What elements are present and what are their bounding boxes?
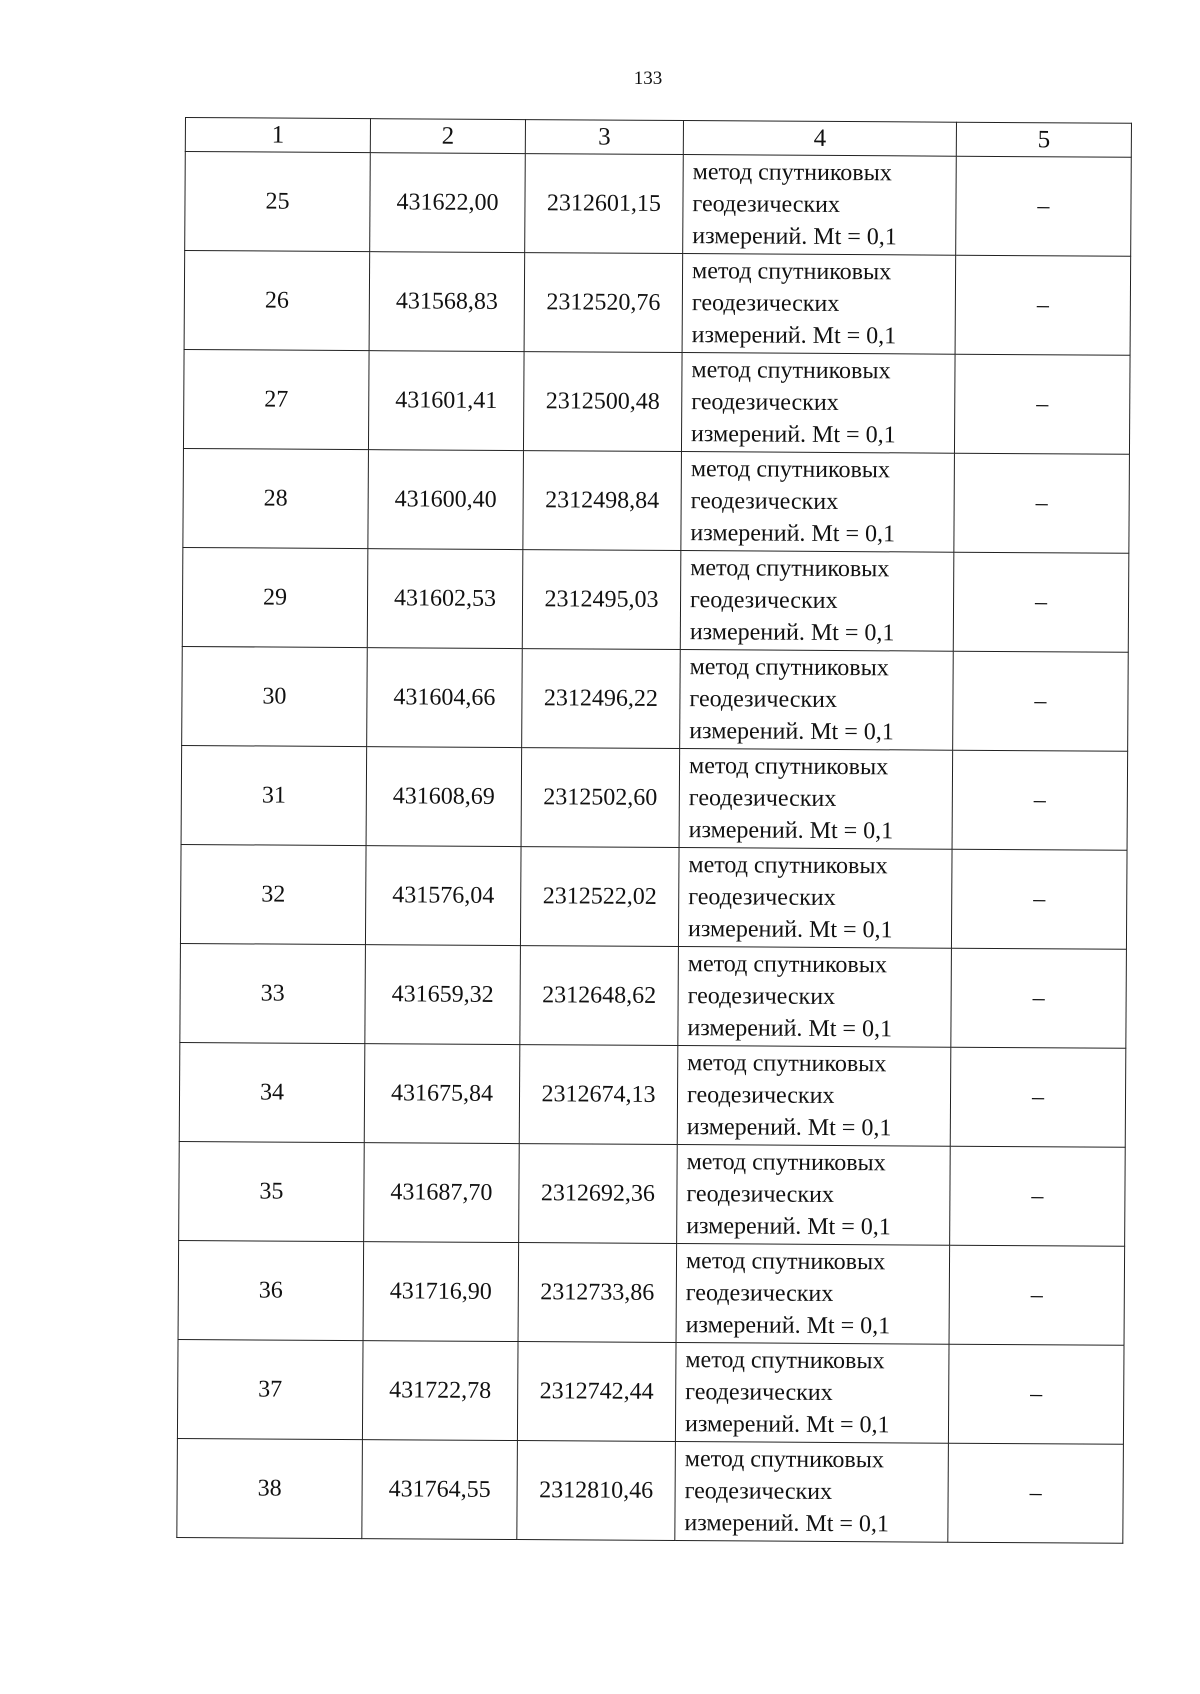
method-line: метод спутниковых — [690, 456, 891, 484]
method-line: геодезических — [691, 389, 839, 416]
x-coordinate-cell: 431722,78 — [362, 1341, 518, 1441]
method-cell — [678, 947, 952, 1048]
table-row — [183, 349, 1130, 454]
method-line: измерений. Mt = 0,1 — [690, 520, 896, 548]
point-number-cell: 35 — [179, 1141, 365, 1241]
method-line: метод спутниковых — [689, 654, 889, 682]
method-line: измерений. Mt = 0,1 — [692, 223, 897, 251]
y-coordinate-cell: 2312674,13 — [519, 1045, 678, 1145]
y-coordinate-cell: 2312520,76 — [524, 253, 683, 353]
point-number-cell: 31 — [181, 745, 367, 845]
y-coordinate-cell: 2312498,84 — [523, 451, 682, 551]
column-header-5: 5 — [956, 122, 1131, 157]
method-line: измерений. Mt = 0,1 — [686, 1114, 892, 1142]
method-line: измерений. Mt = 0,1 — [688, 817, 894, 845]
method-line: измерений. Mt = 0,1 — [686, 1213, 891, 1241]
note-cell: – — [954, 354, 1130, 454]
table-row — [177, 1339, 1124, 1444]
method-line: метод спутниковых — [686, 1149, 886, 1177]
method-line: геодезических — [691, 290, 840, 318]
table-row — [179, 1141, 1126, 1246]
x-coordinate-cell: 431764,55 — [362, 1440, 518, 1540]
point-number-cell: 32 — [180, 844, 366, 944]
point-number-cell: 30 — [182, 646, 368, 746]
x-coordinate-cell: 431622,00 — [370, 153, 526, 253]
method-line: метод спутниковых — [688, 753, 889, 781]
point-number-cell: 28 — [183, 448, 369, 548]
table-row — [180, 844, 1127, 949]
x-coordinate-cell: 431602,53 — [367, 549, 523, 649]
method-cell — [678, 848, 952, 949]
point-number-cell: 25 — [185, 152, 371, 252]
y-coordinate-cell: 2312648,62 — [520, 946, 679, 1046]
method-line: метод спутниковых — [690, 555, 890, 583]
method-line: измерений. Mt = 0,1 — [689, 619, 895, 647]
method-line: геодезических — [689, 686, 837, 713]
point-number-cell: 33 — [180, 943, 366, 1043]
table-row — [180, 943, 1127, 1048]
y-coordinate-cell: 2312742,44 — [517, 1342, 676, 1442]
point-number-cell: 34 — [179, 1042, 365, 1142]
method-line: геодезических — [689, 587, 838, 614]
point-number-cell: 36 — [178, 1240, 364, 1340]
method-line: геодезических — [692, 191, 841, 219]
method-cell — [679, 749, 953, 850]
method-line: метод спутниковых — [685, 1248, 886, 1276]
note-cell: – — [950, 1146, 1126, 1246]
y-coordinate-cell: 2312810,46 — [517, 1441, 676, 1541]
y-coordinate-cell: 2312495,03 — [522, 550, 681, 650]
coordinates-table — [176, 117, 1132, 1544]
y-coordinate-cell: 2312522,02 — [520, 847, 679, 947]
method-line: метод спутниковых — [685, 1347, 885, 1375]
method-line: геодезических — [687, 983, 836, 1010]
method-line: геодезических — [688, 785, 837, 812]
method-cell — [682, 254, 956, 355]
method-line: метод спутниковых — [691, 258, 892, 286]
table-row — [182, 646, 1129, 751]
method-line: измерений. Mt = 0,1 — [684, 1510, 890, 1538]
method-cell — [677, 1145, 951, 1246]
point-number-cell: 38 — [177, 1438, 363, 1538]
note-cell: – — [948, 1443, 1124, 1543]
method-cell — [680, 551, 954, 652]
table-row — [178, 1240, 1125, 1345]
method-line: измерений. Mt = 0,1 — [687, 916, 893, 944]
x-coordinate-cell: 431659,32 — [365, 945, 521, 1045]
method-cell — [677, 1046, 951, 1147]
header-row — [185, 118, 1131, 158]
note-cell: – — [953, 552, 1129, 652]
x-coordinate-cell: 431600,40 — [368, 450, 524, 550]
x-coordinate-cell: 431568,83 — [369, 252, 525, 352]
table-header — [185, 118, 1131, 158]
note-cell: – — [952, 750, 1128, 850]
method-line: измерений. Mt = 0,1 — [687, 1015, 893, 1043]
method-line: геодезических — [685, 1280, 834, 1307]
method-line: метод спутниковых — [687, 1050, 887, 1078]
y-coordinate-cell: 2312692,36 — [519, 1144, 678, 1244]
method-line: измерений. Mt = 0,1 — [684, 1411, 890, 1439]
y-coordinate-cell: 2312500,48 — [523, 352, 682, 452]
x-coordinate-cell: 431608,69 — [366, 747, 522, 847]
table-row — [179, 1042, 1126, 1147]
y-coordinate-cell: 2312733,86 — [518, 1243, 677, 1343]
method-line: метод спутниковых — [687, 951, 888, 979]
table-row — [182, 547, 1129, 652]
method-cell — [676, 1244, 950, 1345]
method-line: измерений. Mt = 0,1 — [685, 1312, 891, 1340]
x-coordinate-cell: 431687,70 — [364, 1143, 520, 1243]
method-line: измерений. Mt = 0,1 — [691, 322, 897, 350]
method-cell — [675, 1442, 949, 1543]
method-cell — [681, 452, 955, 553]
y-coordinate-cell: 2312496,22 — [522, 649, 681, 749]
method-line: метод спутниковых — [684, 1446, 884, 1474]
note-cell: – — [951, 849, 1127, 949]
method-line: геодезических — [684, 1478, 833, 1505]
note-cell: – — [953, 651, 1129, 751]
x-coordinate-cell: 431601,41 — [368, 351, 524, 451]
table-row — [177, 1438, 1124, 1543]
point-number-cell: 29 — [182, 547, 368, 647]
method-cell — [681, 353, 955, 454]
note-cell: – — [951, 948, 1127, 1048]
y-coordinate-cell: 2312502,60 — [521, 748, 680, 848]
x-coordinate-cell: 431576,04 — [365, 846, 521, 946]
point-number-cell: 37 — [177, 1339, 363, 1439]
table-row — [183, 448, 1130, 553]
note-cell: – — [955, 255, 1131, 355]
method-line: геодезических — [686, 1082, 835, 1109]
note-cell: – — [956, 156, 1132, 256]
column-header-2: 2 — [370, 119, 525, 154]
method-line: геодезических — [690, 488, 839, 515]
column-header-4: 4 — [683, 121, 956, 157]
method-line: метод спутниковых — [691, 357, 891, 385]
method-line: геодезических — [685, 1379, 833, 1406]
y-coordinate-cell: 2312601,15 — [525, 154, 684, 254]
method-cell — [675, 1343, 949, 1444]
note-cell: – — [949, 1245, 1125, 1345]
note-cell: – — [950, 1047, 1126, 1147]
method-line: измерений. Mt = 0,1 — [690, 421, 896, 449]
note-cell: – — [954, 453, 1130, 553]
table-row — [181, 745, 1128, 850]
point-number-cell: 26 — [184, 251, 370, 351]
method-line: метод спутниковых — [692, 159, 892, 187]
column-header-1: 1 — [185, 118, 370, 153]
x-coordinate-cell: 431675,84 — [364, 1044, 520, 1144]
table-row — [184, 251, 1131, 356]
x-coordinate-cell: 431604,66 — [367, 648, 523, 748]
method-line: метод спутниковых — [688, 852, 888, 880]
table-body — [177, 152, 1131, 1544]
method-line: измерений. Mt = 0,1 — [689, 718, 894, 746]
table-row — [185, 152, 1132, 257]
method-line: геодезических — [686, 1181, 834, 1208]
point-number-cell: 27 — [183, 349, 369, 449]
method-cell — [680, 650, 954, 751]
page-number: 133 — [633, 68, 663, 89]
x-coordinate-cell: 431716,90 — [363, 1242, 519, 1342]
note-cell: – — [948, 1344, 1124, 1444]
method-cell — [683, 155, 957, 256]
method-line: геодезических — [688, 884, 836, 911]
column-header-3: 3 — [525, 120, 683, 155]
